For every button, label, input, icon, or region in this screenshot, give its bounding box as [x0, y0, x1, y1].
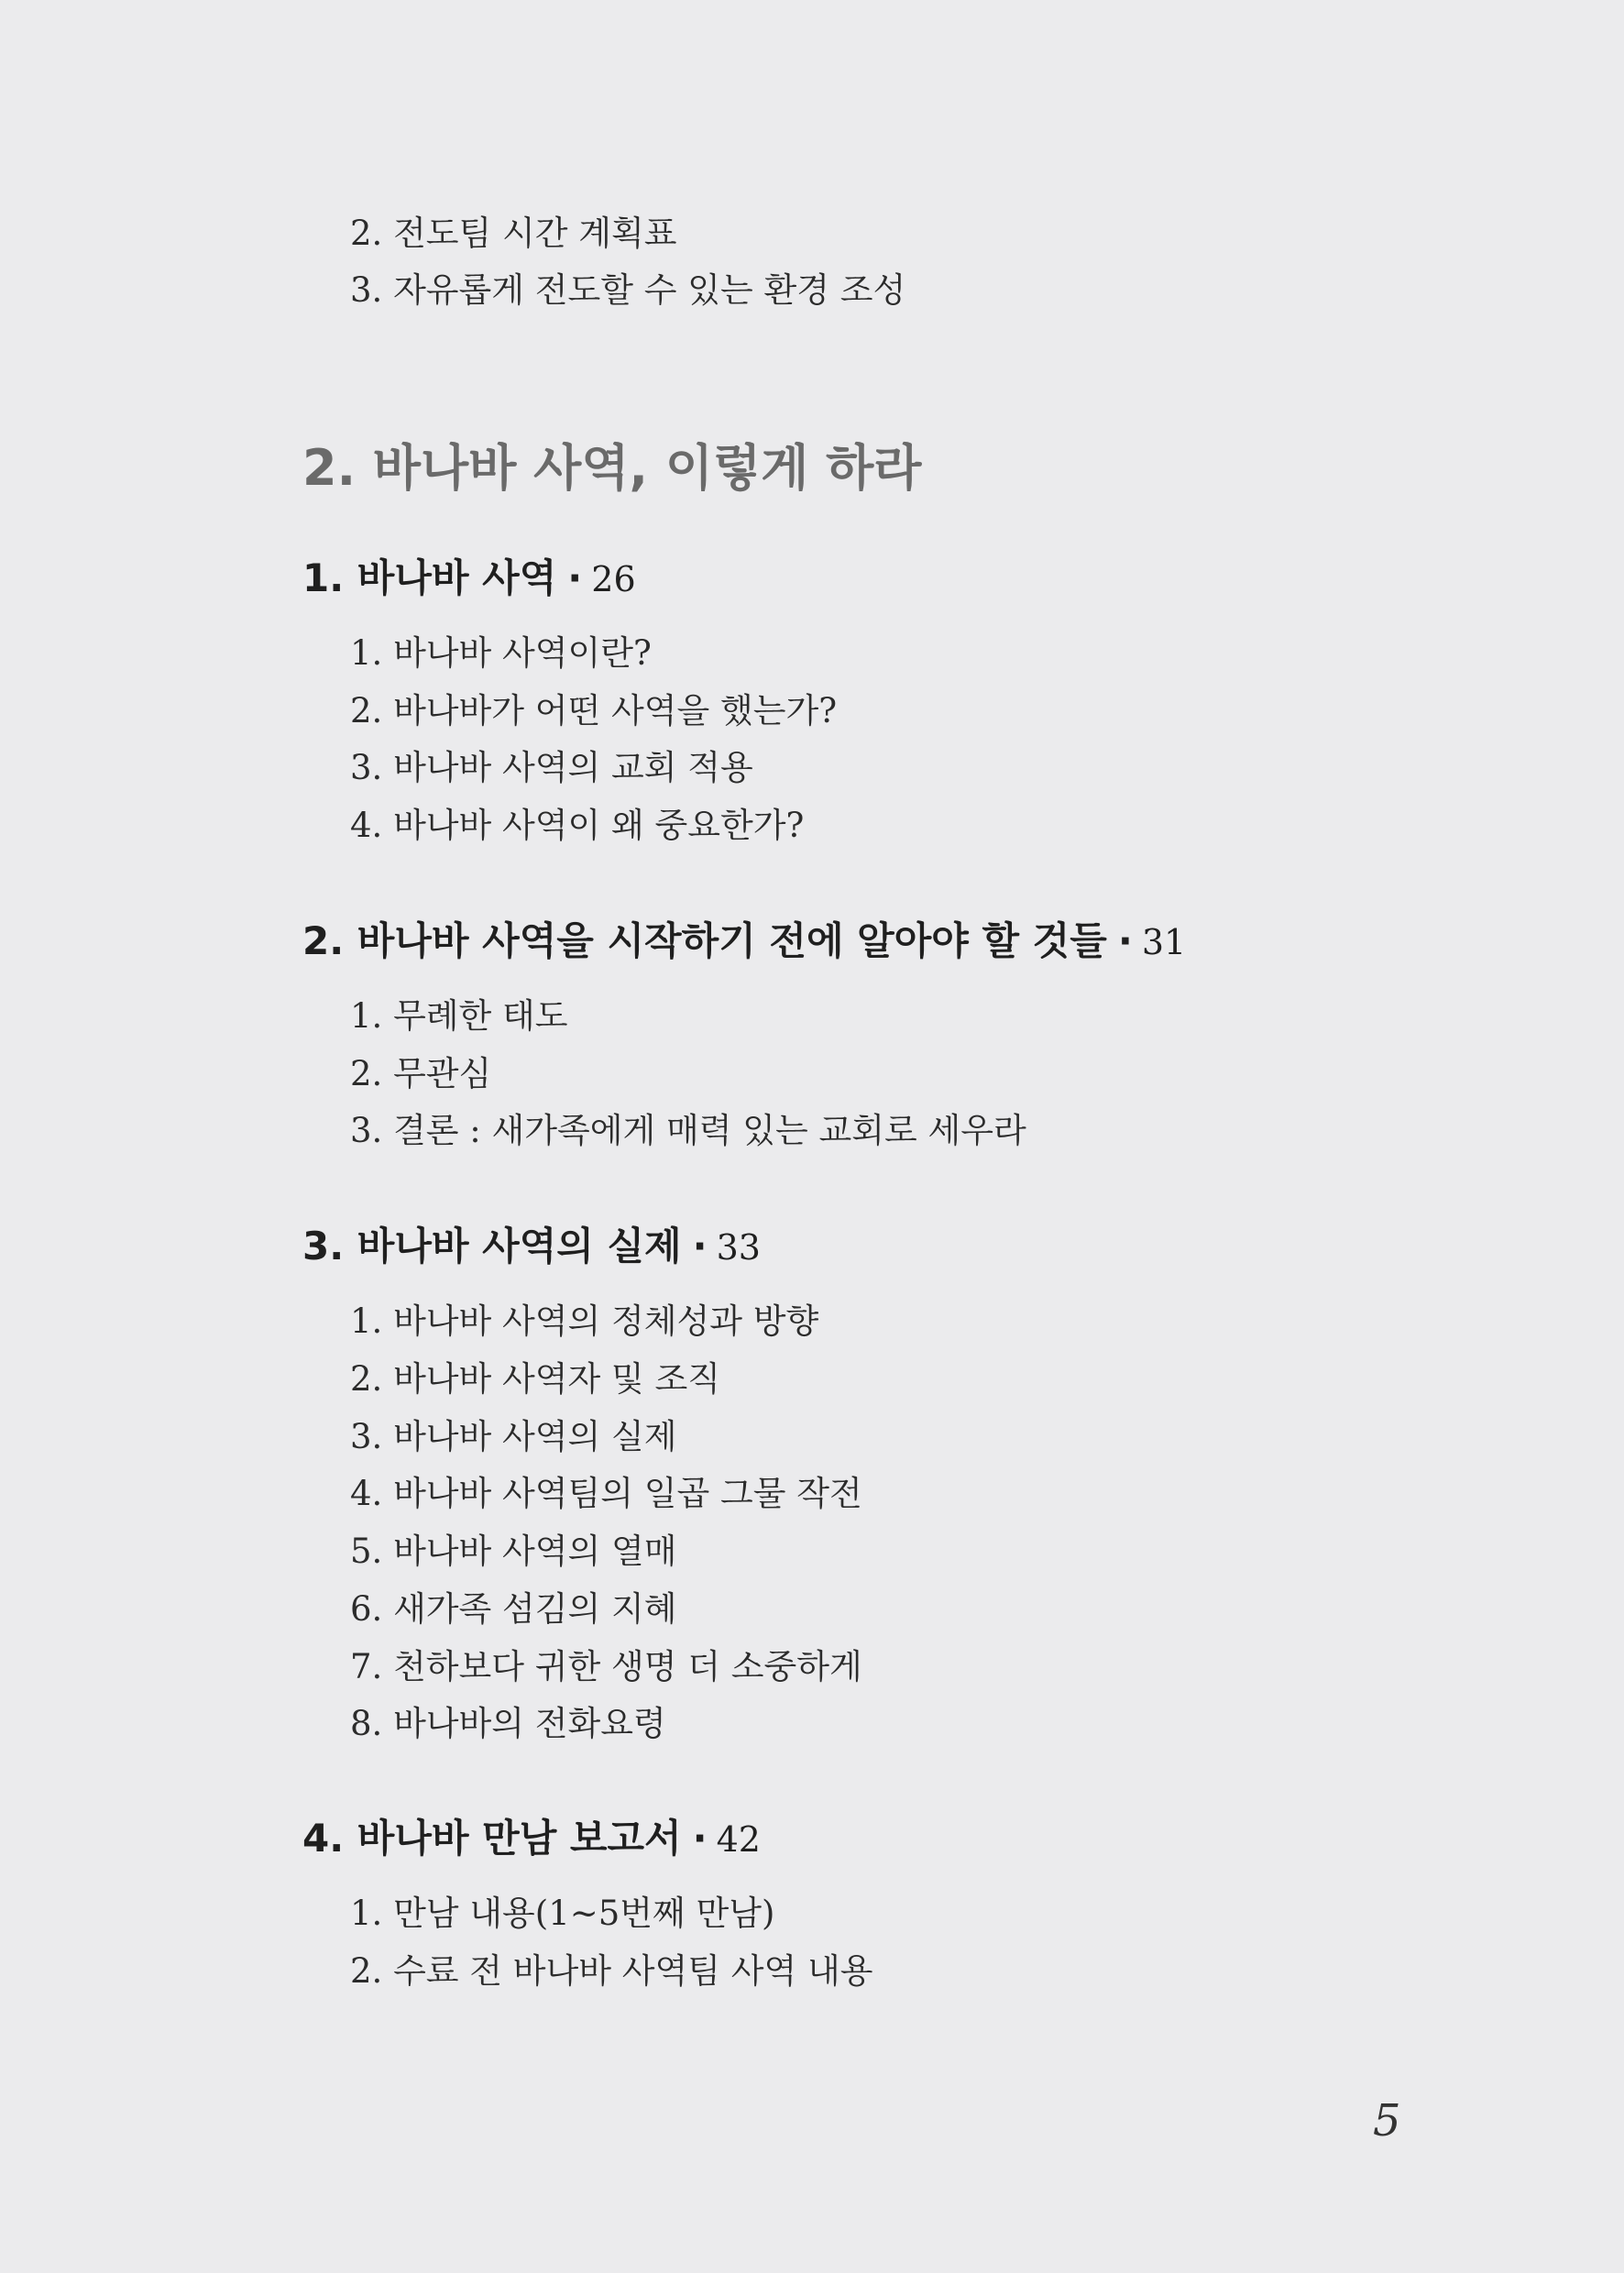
section-heading [302, 555, 636, 600]
separator-dot: · [692, 1224, 708, 1268]
toc-item: 2. 무관심 [350, 1054, 492, 1093]
toc-item: 1. 만남 내용(1~5번째 만남) [350, 1894, 775, 1933]
section-page-number: 33 [716, 1227, 761, 1268]
section-page-number: 42 [716, 1819, 761, 1860]
separator-dot: · [1117, 918, 1133, 963]
toc-item: 4. 바나바 사역이 왜 중요한가? [350, 806, 805, 845]
section-title: 3. 바나바 사역의 실제 [302, 1224, 682, 1268]
toc-item: 2. 전도팀 시간 계획표 [350, 214, 677, 253]
section-heading [302, 918, 1187, 963]
separator-dot: · [567, 555, 583, 600]
section-page-number: 26 [591, 559, 636, 599]
section-page-number: 31 [1141, 922, 1187, 962]
toc-item: 7. 천하보다 귀한 생명 더 소중하게 [350, 1647, 862, 1686]
part-title: 2. 바나바 사역, 이렇게 하라 [302, 439, 922, 497]
section-heading [302, 1816, 761, 1861]
toc-item: 2. 바나바 사역자 및 조직 [350, 1359, 721, 1399]
toc-item: 5. 바나바 사역의 열매 [350, 1532, 677, 1571]
section-title: 4. 바나바 만남 보고서 [302, 1816, 682, 1861]
section-title: 2. 바나바 사역을 시작하기 전에 알아야 할 것들 [302, 918, 1107, 963]
section-title: 1. 바나바 사역 [302, 555, 557, 600]
toc-item: 1. 바나바 사역이란? [350, 633, 652, 673]
toc-item: 3. 결론 : 새가족에게 매력 있는 교회로 세우라 [350, 1111, 1026, 1150]
separator-dot: · [692, 1816, 708, 1861]
toc-item: 4. 바나바 사역팀의 일곱 그물 작전 [350, 1474, 862, 1513]
toc-item: 6. 새가족 섬김의 지혜 [350, 1589, 677, 1629]
toc-item: 8. 바나바의 전화요령 [350, 1704, 666, 1743]
toc-item: 1. 무례한 태도 [350, 996, 568, 1036]
toc-item: 2. 바나바가 어떤 사역을 했는가? [350, 691, 838, 730]
toc-item: 1. 바나바 사역의 정체성과 방향 [350, 1301, 819, 1341]
toc-item: 3. 바나바 사역의 실제 [350, 1417, 677, 1456]
toc-item: 2. 수료 전 바나바 사역팀 사역 내용 [350, 1951, 873, 1991]
section-heading [302, 1224, 761, 1268]
toc-item: 3. 바나바 사역의 교회 적용 [350, 748, 753, 787]
toc-item: 3. 자유롭게 전도할 수 있는 환경 조성 [350, 270, 906, 310]
page-number: 5 [1373, 2095, 1401, 2147]
